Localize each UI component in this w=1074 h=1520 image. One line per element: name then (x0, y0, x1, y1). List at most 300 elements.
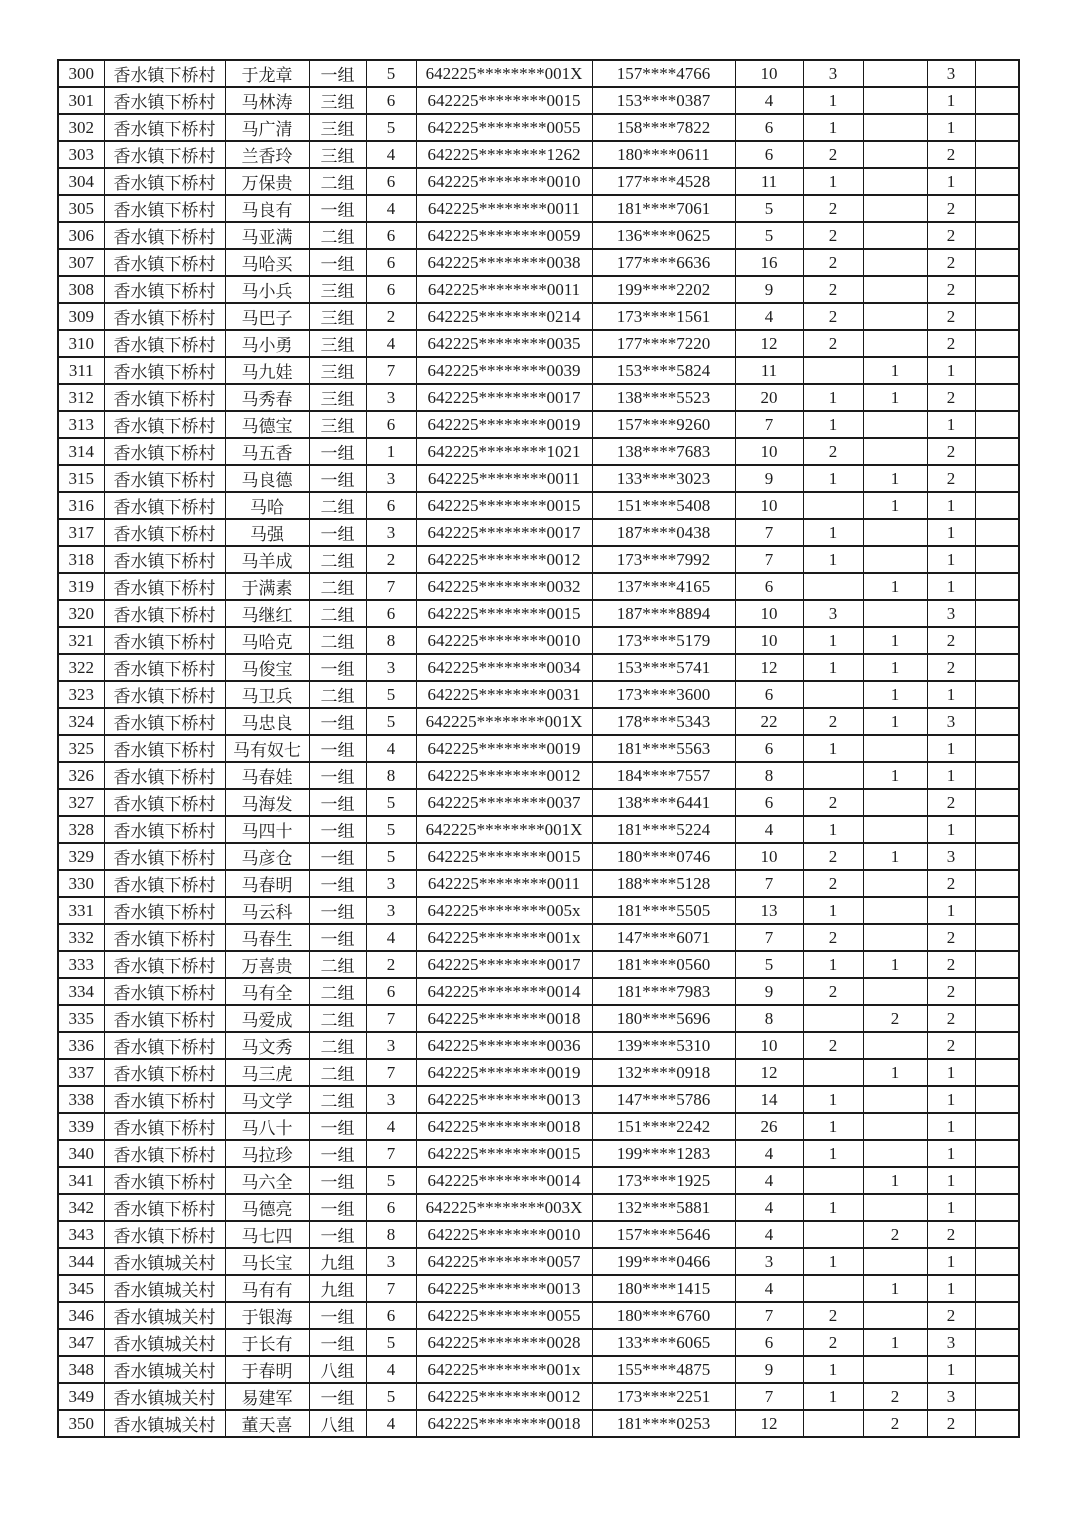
person-name-cell: 马卫兵 (225, 681, 309, 708)
group-cell: 二组 (309, 600, 366, 627)
value-4-cell: 1 (927, 1113, 975, 1140)
phone-number-cell: 181****7061 (592, 195, 735, 222)
table-row (58, 1194, 1019, 1221)
value-4-cell: 2 (927, 951, 975, 978)
group-cell: 三组 (309, 411, 366, 438)
household-count-cell: 2 (366, 303, 416, 330)
value-1-cell: 4 (735, 1275, 803, 1302)
value-2-cell: 1 (803, 951, 863, 978)
group-cell: 一组 (309, 465, 366, 492)
household-count-cell: 7 (366, 1275, 416, 1302)
value-4-cell: 3 (927, 708, 975, 735)
empty-cell (975, 519, 1019, 546)
row-number-cell: 323 (58, 681, 104, 708)
value-3-cell (863, 978, 927, 1005)
phone-number-cell: 132****5881 (592, 1194, 735, 1221)
empty-cell (975, 789, 1019, 816)
table-row (58, 816, 1019, 843)
village-cell: 香水镇下桥村 (104, 1221, 225, 1248)
group-cell: 二组 (309, 1032, 366, 1059)
table-row (58, 357, 1019, 384)
person-name-cell: 易建军 (225, 1383, 309, 1410)
group-cell: 一组 (309, 249, 366, 276)
person-name-cell: 马俊宝 (225, 654, 309, 681)
value-1-cell: 6 (735, 789, 803, 816)
table-row (58, 330, 1019, 357)
group-cell: 二组 (309, 681, 366, 708)
value-1-cell: 12 (735, 654, 803, 681)
phone-number-cell: 188****5128 (592, 870, 735, 897)
empty-cell (975, 384, 1019, 411)
person-name-cell: 马强 (225, 519, 309, 546)
row-number-cell: 320 (58, 600, 104, 627)
table-row (58, 465, 1019, 492)
household-count-cell: 3 (366, 1248, 416, 1275)
table-row (58, 546, 1019, 573)
person-name-cell: 马彦仓 (225, 843, 309, 870)
person-name-cell: 万喜贵 (225, 951, 309, 978)
person-name-cell: 于春明 (225, 1356, 309, 1383)
value-3-cell: 1 (863, 627, 927, 654)
id-number-cell: 642225********0017 (416, 519, 592, 546)
person-name-cell: 马春明 (225, 870, 309, 897)
value-1-cell: 10 (735, 600, 803, 627)
group-cell: 一组 (309, 735, 366, 762)
household-count-cell: 3 (366, 897, 416, 924)
value-1-cell: 4 (735, 1167, 803, 1194)
value-1-cell: 12 (735, 1059, 803, 1086)
household-count-cell: 5 (366, 1383, 416, 1410)
value-2-cell (803, 1005, 863, 1032)
id-number-cell: 642225********0011 (416, 870, 592, 897)
village-cell: 香水镇下桥村 (104, 1032, 225, 1059)
value-3-cell (863, 1032, 927, 1059)
village-cell: 香水镇下桥村 (104, 411, 225, 438)
village-cell: 香水镇下桥村 (104, 654, 225, 681)
village-cell: 香水镇城关村 (104, 1356, 225, 1383)
value-3-cell (863, 816, 927, 843)
value-4-cell: 1 (927, 735, 975, 762)
phone-number-cell: 180****0746 (592, 843, 735, 870)
village-cell: 香水镇下桥村 (104, 546, 225, 573)
household-count-cell: 4 (366, 1113, 416, 1140)
value-2-cell (803, 357, 863, 384)
village-cell: 香水镇下桥村 (104, 1167, 225, 1194)
value-3-cell: 2 (863, 1383, 927, 1410)
value-2-cell: 2 (803, 843, 863, 870)
person-name-cell: 马海发 (225, 789, 309, 816)
row-number-cell: 349 (58, 1383, 104, 1410)
table-row (58, 1005, 1019, 1032)
value-4-cell: 1 (927, 897, 975, 924)
value-4-cell: 2 (927, 330, 975, 357)
household-count-cell: 1 (366, 438, 416, 465)
id-number-cell: 642225********0039 (416, 357, 592, 384)
person-name-cell: 马林涛 (225, 87, 309, 114)
value-2-cell: 1 (803, 816, 863, 843)
value-3-cell: 1 (863, 708, 927, 735)
row-number-cell: 308 (58, 276, 104, 303)
value-4-cell: 2 (927, 141, 975, 168)
value-4-cell: 2 (927, 1221, 975, 1248)
group-cell: 一组 (309, 789, 366, 816)
group-cell: 一组 (309, 762, 366, 789)
value-3-cell: 1 (863, 384, 927, 411)
table-row (58, 762, 1019, 789)
id-number-cell: 642225********0018 (416, 1410, 592, 1437)
value-3-cell (863, 924, 927, 951)
person-name-cell: 马长宝 (225, 1248, 309, 1275)
value-4-cell: 2 (927, 1032, 975, 1059)
empty-cell (975, 978, 1019, 1005)
row-number-cell: 322 (58, 654, 104, 681)
village-cell: 香水镇城关村 (104, 1329, 225, 1356)
value-1-cell: 14 (735, 1086, 803, 1113)
group-cell: 二组 (309, 978, 366, 1005)
household-count-cell: 4 (366, 330, 416, 357)
household-count-cell: 7 (366, 1140, 416, 1167)
row-number-cell: 333 (58, 951, 104, 978)
table-row (58, 897, 1019, 924)
group-cell: 二组 (309, 1005, 366, 1032)
value-1-cell: 4 (735, 1221, 803, 1248)
value-2-cell: 2 (803, 789, 863, 816)
village-cell: 香水镇下桥村 (104, 168, 225, 195)
village-cell: 香水镇下桥村 (104, 114, 225, 141)
household-count-cell: 5 (366, 681, 416, 708)
person-name-cell: 马拉珍 (225, 1140, 309, 1167)
row-number-cell: 328 (58, 816, 104, 843)
value-2-cell: 1 (803, 114, 863, 141)
person-name-cell: 马广清 (225, 114, 309, 141)
value-2-cell: 2 (803, 1032, 863, 1059)
value-1-cell: 10 (735, 492, 803, 519)
value-3-cell: 2 (863, 1005, 927, 1032)
value-1-cell: 10 (735, 627, 803, 654)
table-row (58, 573, 1019, 600)
id-number-cell: 642225********0011 (416, 195, 592, 222)
empty-cell (975, 168, 1019, 195)
id-number-cell: 642225********0034 (416, 654, 592, 681)
value-3-cell (863, 438, 927, 465)
village-cell: 香水镇下桥村 (104, 573, 225, 600)
value-1-cell: 6 (735, 1329, 803, 1356)
empty-cell (975, 87, 1019, 114)
value-1-cell: 26 (735, 1113, 803, 1140)
group-cell: 二组 (309, 222, 366, 249)
value-4-cell: 2 (927, 384, 975, 411)
village-cell: 香水镇下桥村 (104, 492, 225, 519)
village-cell: 香水镇城关村 (104, 1302, 225, 1329)
table-row (58, 1275, 1019, 1302)
empty-cell (975, 546, 1019, 573)
value-1-cell: 4 (735, 87, 803, 114)
table-row (58, 1329, 1019, 1356)
group-cell: 二组 (309, 168, 366, 195)
village-cell: 香水镇下桥村 (104, 924, 225, 951)
row-number-cell: 334 (58, 978, 104, 1005)
empty-cell (975, 141, 1019, 168)
household-count-cell: 4 (366, 1410, 416, 1437)
row-number-cell: 326 (58, 762, 104, 789)
group-cell: 八组 (309, 1356, 366, 1383)
value-1-cell: 7 (735, 1302, 803, 1329)
value-2-cell (803, 1275, 863, 1302)
empty-cell (975, 465, 1019, 492)
person-name-cell: 马七四 (225, 1221, 309, 1248)
table-row (58, 195, 1019, 222)
value-4-cell: 1 (927, 1140, 975, 1167)
id-number-cell: 642225********003X (416, 1194, 592, 1221)
village-cell: 香水镇下桥村 (104, 60, 225, 87)
value-3-cell (863, 870, 927, 897)
row-number-cell: 342 (58, 1194, 104, 1221)
row-number-cell: 302 (58, 114, 104, 141)
row-number-cell: 317 (58, 519, 104, 546)
household-count-cell: 6 (366, 600, 416, 627)
value-1-cell: 6 (735, 681, 803, 708)
value-1-cell: 7 (735, 924, 803, 951)
phone-number-cell: 138****6441 (592, 789, 735, 816)
table-row (58, 249, 1019, 276)
table-row (58, 1140, 1019, 1167)
table-row (58, 141, 1019, 168)
row-number-cell: 350 (58, 1410, 104, 1437)
id-number-cell: 642225********0018 (416, 1005, 592, 1032)
value-2-cell: 1 (803, 519, 863, 546)
id-number-cell: 642225********0012 (416, 1383, 592, 1410)
phone-number-cell: 137****4165 (592, 573, 735, 600)
row-number-cell: 325 (58, 735, 104, 762)
village-cell: 香水镇下桥村 (104, 762, 225, 789)
id-number-cell: 642225********0032 (416, 573, 592, 600)
value-3-cell (863, 330, 927, 357)
value-2-cell: 1 (803, 654, 863, 681)
empty-cell (975, 735, 1019, 762)
village-cell: 香水镇城关村 (104, 1248, 225, 1275)
value-2-cell: 2 (803, 330, 863, 357)
value-1-cell: 7 (735, 411, 803, 438)
value-2-cell: 1 (803, 1194, 863, 1221)
value-2-cell: 1 (803, 735, 863, 762)
row-number-cell: 345 (58, 1275, 104, 1302)
household-count-cell: 5 (366, 1329, 416, 1356)
phone-number-cell: 173****7992 (592, 546, 735, 573)
value-4-cell: 3 (927, 843, 975, 870)
household-count-cell: 5 (366, 843, 416, 870)
group-cell: 二组 (309, 492, 366, 519)
value-3-cell: 1 (863, 843, 927, 870)
id-number-cell: 642225********0015 (416, 600, 592, 627)
village-cell: 香水镇下桥村 (104, 249, 225, 276)
village-cell: 香水镇下桥村 (104, 303, 225, 330)
row-number-cell: 306 (58, 222, 104, 249)
value-1-cell: 7 (735, 519, 803, 546)
phone-number-cell: 133****3023 (592, 465, 735, 492)
value-2-cell (803, 1167, 863, 1194)
empty-cell (975, 1005, 1019, 1032)
value-1-cell: 9 (735, 978, 803, 1005)
value-3-cell: 1 (863, 1329, 927, 1356)
empty-cell (975, 951, 1019, 978)
value-2-cell: 1 (803, 1086, 863, 1113)
value-1-cell: 22 (735, 708, 803, 735)
value-3-cell: 1 (863, 681, 927, 708)
value-4-cell: 2 (927, 627, 975, 654)
person-name-cell: 马哈克 (225, 627, 309, 654)
phone-number-cell: 178****5343 (592, 708, 735, 735)
person-name-cell: 马九娃 (225, 357, 309, 384)
empty-cell (975, 870, 1019, 897)
id-number-cell: 642225********0010 (416, 627, 592, 654)
value-2-cell: 2 (803, 924, 863, 951)
empty-cell (975, 924, 1019, 951)
row-number-cell: 310 (58, 330, 104, 357)
value-4-cell: 1 (927, 681, 975, 708)
id-number-cell: 642225********001X (416, 708, 592, 735)
group-cell: 一组 (309, 1221, 366, 1248)
value-1-cell: 4 (735, 1194, 803, 1221)
value-1-cell: 12 (735, 330, 803, 357)
value-2-cell: 1 (803, 1356, 863, 1383)
value-4-cell: 1 (927, 1167, 975, 1194)
table-row (58, 276, 1019, 303)
village-cell: 香水镇下桥村 (104, 870, 225, 897)
id-number-cell: 642225********0015 (416, 492, 592, 519)
value-4-cell: 1 (927, 411, 975, 438)
household-count-cell: 3 (366, 870, 416, 897)
id-number-cell: 642225********0059 (416, 222, 592, 249)
value-2-cell: 2 (803, 195, 863, 222)
empty-cell (975, 627, 1019, 654)
value-1-cell: 4 (735, 303, 803, 330)
phone-number-cell: 180****0611 (592, 141, 735, 168)
group-cell: 一组 (309, 1329, 366, 1356)
value-1-cell: 6 (735, 114, 803, 141)
person-name-cell: 马良德 (225, 465, 309, 492)
village-cell: 香水镇下桥村 (104, 357, 225, 384)
group-cell: 一组 (309, 897, 366, 924)
value-2-cell: 2 (803, 141, 863, 168)
value-2-cell: 2 (803, 303, 863, 330)
value-4-cell: 2 (927, 1302, 975, 1329)
group-cell: 二组 (309, 1086, 366, 1113)
value-2-cell: 2 (803, 276, 863, 303)
value-4-cell: 2 (927, 465, 975, 492)
village-cell: 香水镇下桥村 (104, 1086, 225, 1113)
person-name-cell: 马五香 (225, 438, 309, 465)
id-number-cell: 642225********0011 (416, 276, 592, 303)
group-cell: 二组 (309, 951, 366, 978)
value-3-cell (863, 789, 927, 816)
phone-number-cell: 158****7822 (592, 114, 735, 141)
value-4-cell: 1 (927, 1059, 975, 1086)
household-count-cell: 3 (366, 384, 416, 411)
empty-cell (975, 573, 1019, 600)
group-cell: 一组 (309, 519, 366, 546)
village-cell: 香水镇下桥村 (104, 87, 225, 114)
phone-number-cell: 153****5824 (592, 357, 735, 384)
phone-number-cell: 157****9260 (592, 411, 735, 438)
group-cell: 二组 (309, 573, 366, 600)
empty-cell (975, 330, 1019, 357)
value-3-cell (863, 276, 927, 303)
person-name-cell: 马有全 (225, 978, 309, 1005)
value-1-cell: 10 (735, 1032, 803, 1059)
value-2-cell: 1 (803, 1383, 863, 1410)
person-name-cell: 马有奴七 (225, 735, 309, 762)
value-4-cell: 2 (927, 438, 975, 465)
value-1-cell: 9 (735, 1356, 803, 1383)
phone-number-cell: 173****1561 (592, 303, 735, 330)
table-row (58, 1356, 1019, 1383)
group-cell: 三组 (309, 357, 366, 384)
value-3-cell: 1 (863, 1275, 927, 1302)
phone-number-cell: 181****0253 (592, 1410, 735, 1437)
village-cell: 香水镇下桥村 (104, 195, 225, 222)
table-row (58, 1167, 1019, 1194)
household-count-cell: 6 (366, 1194, 416, 1221)
phone-number-cell: 180****5696 (592, 1005, 735, 1032)
empty-cell (975, 303, 1019, 330)
table-row (58, 1410, 1019, 1437)
table-row (58, 1302, 1019, 1329)
phone-number-cell: 199****1283 (592, 1140, 735, 1167)
value-4-cell: 3 (927, 600, 975, 627)
empty-cell (975, 222, 1019, 249)
value-2-cell: 1 (803, 87, 863, 114)
household-count-cell: 4 (366, 1356, 416, 1383)
person-name-cell: 万保贵 (225, 168, 309, 195)
table-row (58, 60, 1019, 87)
id-number-cell: 642225********1262 (416, 141, 592, 168)
value-2-cell: 3 (803, 600, 863, 627)
village-cell: 香水镇下桥村 (104, 465, 225, 492)
value-3-cell (863, 303, 927, 330)
household-count-cell: 5 (366, 60, 416, 87)
group-cell: 一组 (309, 924, 366, 951)
value-3-cell (863, 195, 927, 222)
person-name-cell: 马小兵 (225, 276, 309, 303)
value-2-cell: 2 (803, 249, 863, 276)
value-4-cell: 1 (927, 1086, 975, 1113)
person-name-cell: 马四十 (225, 816, 309, 843)
row-number-cell: 329 (58, 843, 104, 870)
id-number-cell: 642225********0018 (416, 1113, 592, 1140)
group-cell: 三组 (309, 87, 366, 114)
value-1-cell: 11 (735, 357, 803, 384)
phone-number-cell: 153****0387 (592, 87, 735, 114)
row-number-cell: 318 (58, 546, 104, 573)
value-3-cell (863, 411, 927, 438)
group-cell: 一组 (309, 843, 366, 870)
value-2-cell (803, 1410, 863, 1437)
id-number-cell: 642225********0012 (416, 546, 592, 573)
empty-cell (975, 357, 1019, 384)
empty-cell (975, 60, 1019, 87)
village-cell: 香水镇下桥村 (104, 1059, 225, 1086)
row-number-cell: 324 (58, 708, 104, 735)
id-number-cell: 642225********001X (416, 816, 592, 843)
value-4-cell: 1 (927, 357, 975, 384)
phone-number-cell: 147****6071 (592, 924, 735, 951)
person-name-cell: 马云科 (225, 897, 309, 924)
value-3-cell: 1 (863, 573, 927, 600)
village-cell: 香水镇下桥村 (104, 843, 225, 870)
value-3-cell (863, 1086, 927, 1113)
table-row (58, 951, 1019, 978)
row-number-cell: 347 (58, 1329, 104, 1356)
